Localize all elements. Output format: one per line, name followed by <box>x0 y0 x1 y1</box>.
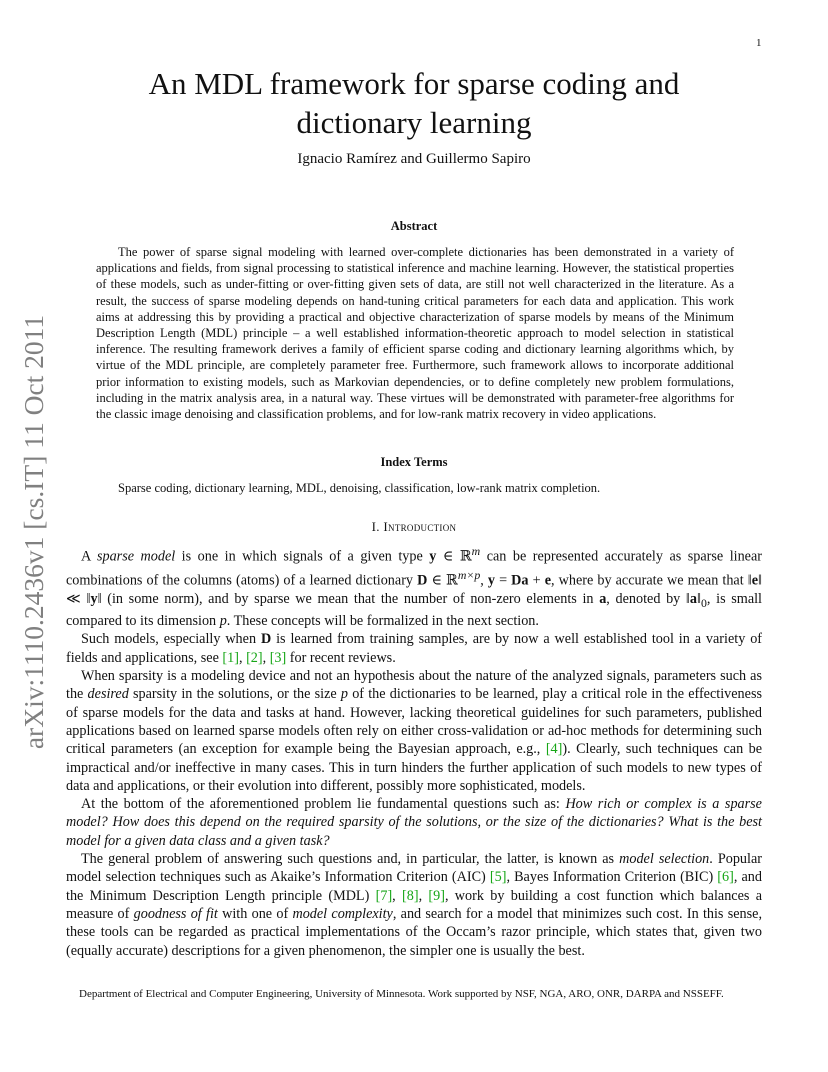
index-terms: Sparse coding, dictionary learning, MDL, denoising, classification, low-rank matrix completion. <box>118 481 601 495</box>
arxiv-stamp-text: arXiv:1110.2436v1 [cs.IT] 11 Oct 2011 <box>18 314 49 750</box>
page-number: 1 <box>756 37 762 49</box>
citation-link[interactable]: [4] <box>545 741 563 758</box>
citation-link[interactable]: [3] <box>269 649 287 666</box>
citation-link[interactable]: [1] <box>222 649 239 666</box>
paragraph-5: The general problem of answering such questions and, in particular, the latter, is known as model selection. Popular model selection techniques such as Akaike’s Information Criterion (AIC) [5], Bayes Information Criterion (BIC) [6], and the Minimum Description Length principle (MDL) [7], [8], [9], work by building a cost function which balances a measure of goodness of fit with one of model complexity, and search for a model that minimizes such cost. In this sense, these tools can be regarded as practical implementations of the Occam’s razor principle, which states that, given two (equally accurate) descriptions for a given phenomenon, the simpler one is usually the best. <box>66 851 763 959</box>
paper-title <box>80 64 748 142</box>
authors: Ignacio Ramírez and Guillermo Sapiro <box>297 151 531 167</box>
abstract-text: The power of sparse signal modeling with learned over-complete dictionaries has been demonstrated in a variety of applications and fields, from signal processing to statistical inference and machine learning. However, the statistical properties of these models, such as under-fitting or over-fitting given sets of data, are still not well characterized in the literature. As a result, the success of sparse modeling depends on hand-tuning critical parameters for each data and application. This work aims at addressing this by providing a practical and objective characterization of sparse models by means of the Minimum Description Length (MDL) principle – a well established information-theoretic approach to model selection in statistical inference. The resulting framework derives a family of efficient sparse coding and dictionary learning algorithms which, by virtue of the MDL principle, are completely parameter free. Furthermore, such framework allows to incorporate additional prior information to existing models, such as Markovian dependencies, or to define completely new problem formulations, including in the matrix analysis area, in a natural way. These virtues will be demonstrated with parameter-free algorithms for the classic image denoising and classification problems, and for low-rank matrix recovery in video applications. <box>96 245 734 422</box>
body-text <box>66 542 762 960</box>
paragraph-3: When sparsity is a modeling device and not an hypothesis about the nature of the analyzed signals, parameters such as the desired sparsity in the solutions, or the size p of the dictionaries to be learned, play a critical role in the effectiveness of sparse models for the data and tasks at hand. However, lacking theoretical guidelines for such parameters, published applications based on learned sparse models often rely on either cross-validation or ad-hoc methods for determining such critical parameters (an exception for example being the Bayesian approach, e.g., [4]). Clearly, such techniques can be impractical and/or ineffective in many cases. This in turn hinders the further application of such models to new types of data and applications, or their evolution into different, possibly more sophisticated, models. <box>66 668 762 794</box>
abstract-heading: Abstract <box>390 219 438 233</box>
citation-link[interactable]: [6] <box>717 869 734 886</box>
index-terms-heading: Index Terms <box>380 455 448 469</box>
citation-link[interactable]: [9] <box>428 887 445 904</box>
paragraph-4: At the bottom of the aforementioned problem lie fundamental questions such as: How rich or complex is a sparse model? How does this depend on the required sparsity of the solutions, or the size of the dictionaries? What is the best model for a given data class and a given task? <box>66 796 762 849</box>
title-line-2: dictionary learning <box>296 105 532 140</box>
citation-link[interactable]: [2] <box>246 649 263 666</box>
section-heading: I. Introduction <box>371 519 457 534</box>
citation-link[interactable]: [5] <box>489 869 507 886</box>
paragraph-2: Such models, especially when D is learned from training samples, are by now a well established tool in a variety of fields and applications, see [1], [2], [3] for recent reviews. <box>66 631 763 666</box>
footnote: Department of Electrical and Computer Engineering, University of Minnesota. Work supported by NSF, NGA, ARO, ONR, DARPA and NSSEFF. <box>79 988 724 1000</box>
arxiv-stamp <box>12 308 56 756</box>
citation-link[interactable]: [8] <box>402 887 419 904</box>
citation-link[interactable]: [7] <box>375 887 393 904</box>
paragraph-1: A sparse model is one in which signals of a given type y ∈ ℝ$^m$ can be represented accurately as sparse linear combinations of the columns (atoms) of a learned dictionary D ∈ ℝ$^{m\times p}$, y = Da + e, where by accurate we mean that ‖e‖ ≪ ‖y‖ (in some norm), and by sparse we mean that the number of non-zero elements in a, denoted by $‖a‖_0$, is small compared to its dimension p. These concepts will be formalized in the next section. <box>66 544 763 630</box>
title-line-1: An MDL framework for sparse coding and <box>148 66 680 101</box>
